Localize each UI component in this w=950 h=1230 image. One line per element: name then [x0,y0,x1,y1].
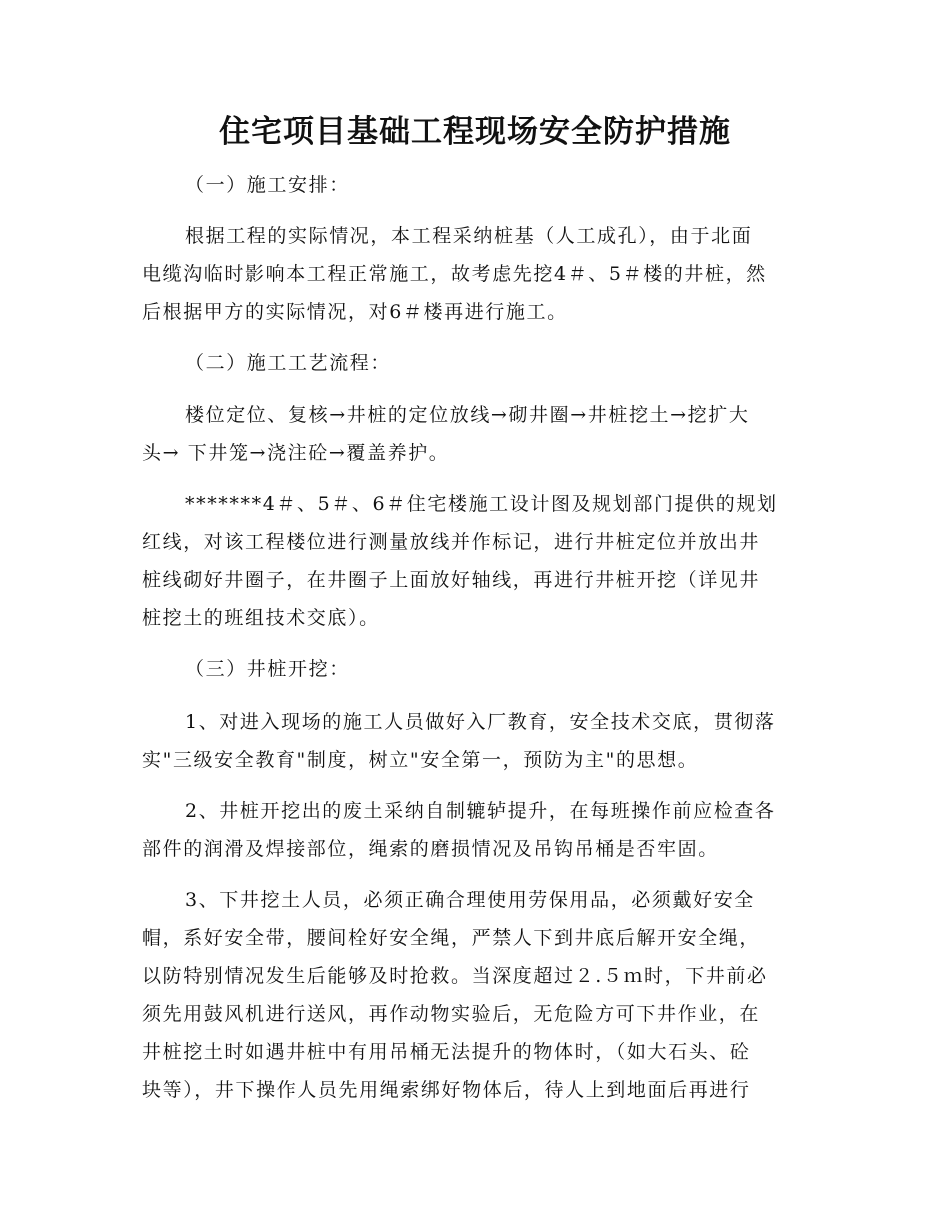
paragraph-line: 井桩挖土时如遇井桩中有用吊桶无法提升的物体时，（如大石头、砼 [142,1041,751,1063]
paragraph-line: 部件的润滑及焊接部位，绳索的磨损情况及吊钩吊桶是否牢固。 [142,838,719,860]
paragraph-line: 红线，对该工程楼位进行测量放线并作标记，进行井桩定位并放出井 [142,531,761,553]
paragraph-line: 2、井桩开挖出的废土采纳自制辘轳提升，在每班操作前应检查各 [185,800,776,822]
paragraph-line: 电缆沟临时影响本工程正常施工，故考虑先挖4＃、5＃楼的井桩，然 [142,263,767,285]
paragraph-line: 楼位定位、复核→井桩的定位放线→砌井圈→井桩挖土→挖扩大 [185,404,750,426]
paragraph-line: 1、对进入现场的施工人员做好入厂教育，安全技术交底，贯彻落 [185,711,776,733]
paragraph-line: 桩线砌好井圈子，在井圈子上面放好轴线，再进行井桩开挖（详见井 [142,569,761,591]
paragraph-line: 桩挖土的班组技术交底）。 [142,607,380,629]
paragraph-line: 实"三级安全教育"制度，树立"安全第一，预防为主"的思想。 [142,749,699,771]
paragraph-line: 头→ 下井笼→浇注砼→覆盖养护。 [142,442,450,464]
paragraph-line: 根据工程的实际情况，本工程采纳桩基（人工成孔），由于北面 [185,225,753,247]
paragraph-line: 块等），井下操作人员先用绳索绑好物体后，待人上到地面后再进行 [142,1079,751,1101]
paragraph-line: 3、下井挖土人员，必须正确合理使用劳保用品，必须戴好安全 [185,889,755,911]
section-heading-3: （三）井桩开挖： [185,658,350,680]
paragraph-line: 帽，系好安全带，腰间栓好安全绳，严禁人下到井底后解开安全绳， [142,927,761,949]
paragraph-line: 须先用鼓风机进行送风，再作动物实验后，无危险方可下井作业，在 [142,1003,761,1025]
document-title: 住宅项目基础工程现场安全防护措施 [219,114,731,150]
paragraph-line: *******4＃、5＃、6＃住宅楼施工设计图及规划部门提供的规划 [185,493,778,515]
paragraph-line: 后根据甲方的实际情况，对6＃楼再进行施工。 [142,301,568,323]
section-heading-1: （一）施工安排： [185,174,350,196]
section-heading-2: （二）施工工艺流程： [185,352,392,374]
paragraph-line: 以防特别情况发生后能够及时抢救。当深度超过２.５ｍ时，下井前必 [142,965,768,987]
